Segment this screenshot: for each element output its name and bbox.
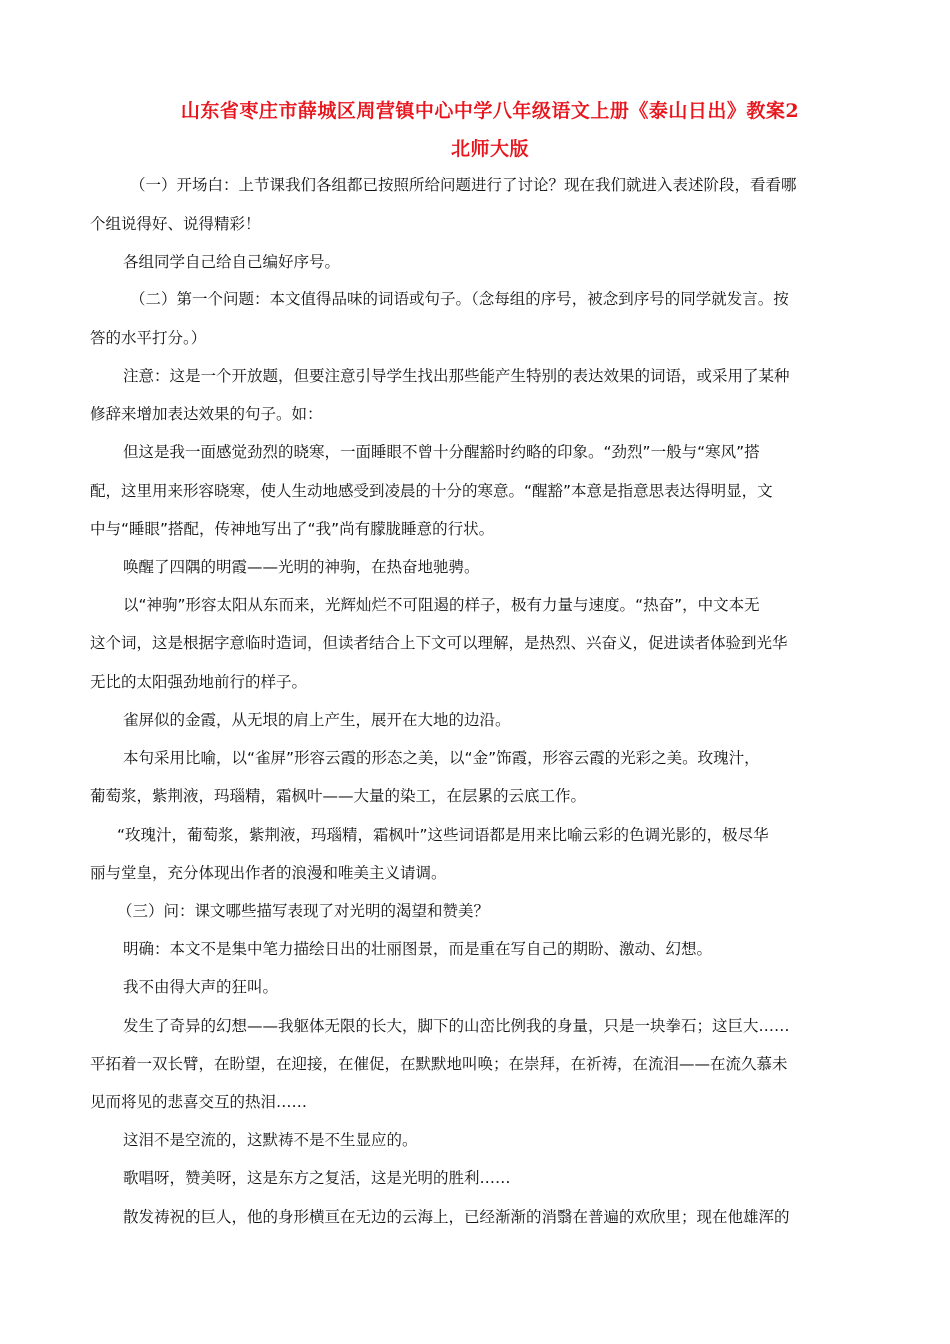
paragraph-line: 配，这里用来形容晓寒，使人生动地感受到凌晨的十分的寒意。“醒豁”本意是指意思表达得明显，文: [90, 482, 773, 500]
paragraph-line: 注意：这是一个开放题，但要注意引导学生找出那些能产生特别的表达效果的词语，或采用了某种: [123, 367, 790, 385]
paragraph-line: 中与“睡眼”搭配，传神地写出了“我”尚有朦胧睡意的行状。: [90, 520, 495, 538]
paragraph-line: 平拓着一双长臂，在盼望，在迎接，在催促，在默默地叫唤；在崇拜，在祈祷，在流泪——在流久慕未: [90, 1055, 788, 1073]
paragraph-line: 雀屏似的金霞，从无垠的肩上产生，展开在大地的边沿。: [123, 711, 511, 729]
paragraph-line: 丽与堂皇，充分体现出作者的浪漫和唯美主义请调。: [90, 864, 447, 882]
paragraph-line: （一）开场白：上节课我们各组都已按照所给问题进行了讨论？现在我们就进入表述阶段，看看哪: [130, 176, 797, 194]
paragraph-line: 散发祷祝的巨人，他的身形横亘在无边的云海上，已经渐渐的消翳在普遍的欢欣里；现在他雄浑的: [123, 1208, 790, 1226]
paragraph-line: 葡萄浆，紫荆液，玛瑙精，霜枫叶——大量的染工，在层累的云底工作。: [90, 787, 587, 805]
paragraph-line: 见而将见的悲喜交互的热泪……: [90, 1093, 308, 1111]
paragraph-line: 这个词，这是根据字意临时造词，但读者结合上下文可以理解，是热烈、兴奋义，促进读者体验到光华: [90, 634, 788, 652]
paragraph-line: “玫瑰汁，葡萄浆，紫荆液，玛瑙精，霜枫叶”这些词语都是用来比喻云彩的色调光影的，极尽华: [117, 826, 769, 844]
paragraph-line: （三）问：课文哪些描写表现了对光明的渴望和赞美？: [117, 902, 490, 920]
paragraph-line: 我不由得大声的狂叫。: [123, 978, 279, 996]
paragraph-line: 歌唱呀，赞美呀，这是东方之复活，这是光明的胜利……: [123, 1169, 511, 1187]
paragraph-line: 修辞来增加表达效果的句子。如：: [90, 405, 323, 423]
paragraph-line: 发生了奇异的幻想——我躯体无限的长大，脚下的山峦比例我的身量，只是一块拳石；这巨大……: [123, 1017, 790, 1035]
paragraph-line: 无比的太阳强劲地前行的样子。: [90, 673, 308, 691]
paragraph-line: 个组说得好、说得精彩！: [90, 215, 261, 233]
paragraph-line: 本句采用比喻，以“雀屏”形容云霞的形态之美，以“金”饰霞，形容云霞的光彩之美。玫瑰汁，: [123, 749, 760, 767]
document-title-line-2: 北师大版: [450, 138, 529, 160]
paragraph-line: （二）第一个问题：本文值得品味的词语或句子。（念每组的序号，被念到序号的同学就发言。按: [130, 290, 789, 308]
paragraph-line: 各组同学自己给自己编好序号。: [123, 253, 341, 271]
paragraph-line: 这泪不是空流的，这默祷不是不生显应的。: [123, 1131, 418, 1149]
paragraph-line: 明确：本文不是集中笔力描绘日出的壮丽图景，而是重在写自己的期盼、激动、幻想。: [123, 940, 713, 958]
paragraph-line: 答的水平打分。）: [90, 329, 207, 347]
document-title-line-1: 山东省枣庄市薛城区周营镇中心中学八年级语文上册《泰山日出》教案2: [180, 100, 800, 122]
paragraph-line: 但这是我一面感觉劲烈的晓寒，一面睡眼不曾十分醒豁时约略的印象。“劲烈”一般与“寒风”搭: [123, 443, 760, 461]
paragraph-line: 以“神驹”形容太阳从东而来，光辉灿烂不可阻遏的样子，极有力量与速度。“热奋”，中文本无: [123, 596, 760, 614]
paragraph-line: 唤醒了四隅的明霞——光明的神驹，在热奋地驰骋。: [123, 558, 480, 576]
